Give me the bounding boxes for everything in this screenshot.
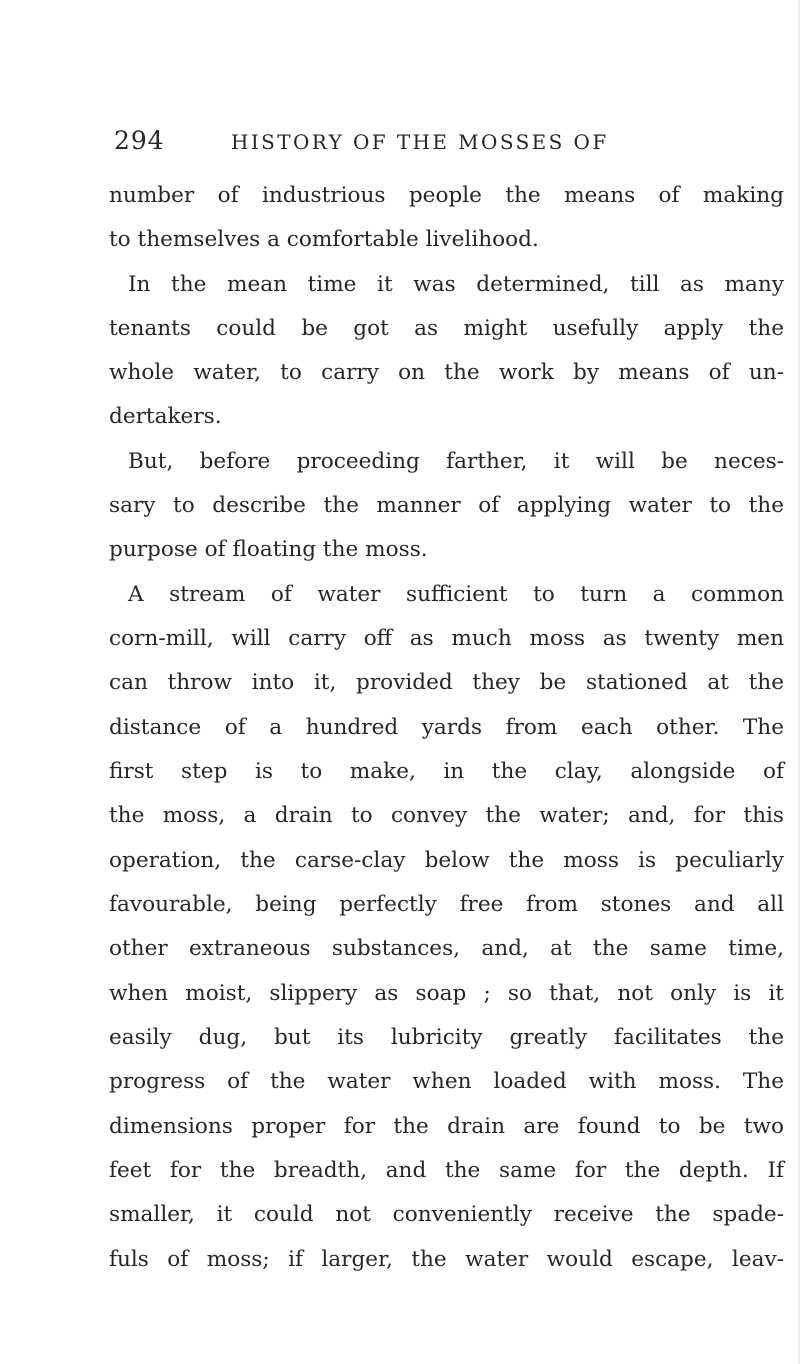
text-line: fuls of moss; if larger, the water would escape, leav- (109, 1247, 784, 1272)
text-line: the moss, a drain to convey the water; and, for this (109, 803, 784, 828)
running-head: HISTORY OF THE MOSSES OF (231, 130, 609, 154)
text-line: can throw into it, provided they be stationed at the (109, 670, 784, 695)
text-line: distance of a hundred yards from each other. The (109, 715, 784, 740)
text-line: dimensions proper for the drain are found to be two (109, 1114, 784, 1139)
text-line: feet for the breadth, and the same for the depth. If (109, 1158, 784, 1183)
text-line: smaller, it could not conveniently receive the spade- (109, 1202, 784, 1227)
page-number: 294 (114, 126, 165, 155)
text-line: other extraneous substances, and, at the same time, (109, 936, 784, 961)
text-line: when moist, slippery as soap ; so that, not only is it (109, 981, 784, 1006)
text-line: In the mean time it was determined, till as many (128, 272, 784, 297)
text-line: first step is to make, in the clay, alongside of (109, 759, 784, 784)
text-line: number of industrious people the means of making (109, 183, 784, 208)
text-line: A stream of water sufficient to turn a common (128, 582, 784, 607)
text-line: dertakers. (109, 404, 222, 429)
text-line: easily dug, but its lubricity greatly facilitates the (109, 1025, 784, 1050)
text-line: progress of the water when loaded with moss. The (109, 1069, 784, 1094)
text-line: favourable, being perfectly free from stones and all (109, 892, 784, 917)
text-line: purpose of floating the moss. (109, 537, 428, 562)
text-line: whole water, to carry on the work by means of un- (109, 360, 784, 385)
text-line: corn-mill, will carry off as much moss as twenty men (109, 626, 784, 651)
text-line: sary to describe the manner of applying water to the (109, 493, 784, 518)
text-line: operation, the carse-clay below the moss is peculiarly (109, 848, 784, 873)
text-line: tenants could be got as might usefully apply the (109, 316, 784, 341)
text-line: to themselves a comfortable livelihood. (109, 227, 539, 252)
text-line: But, before proceeding farther, it will be neces- (128, 449, 784, 474)
